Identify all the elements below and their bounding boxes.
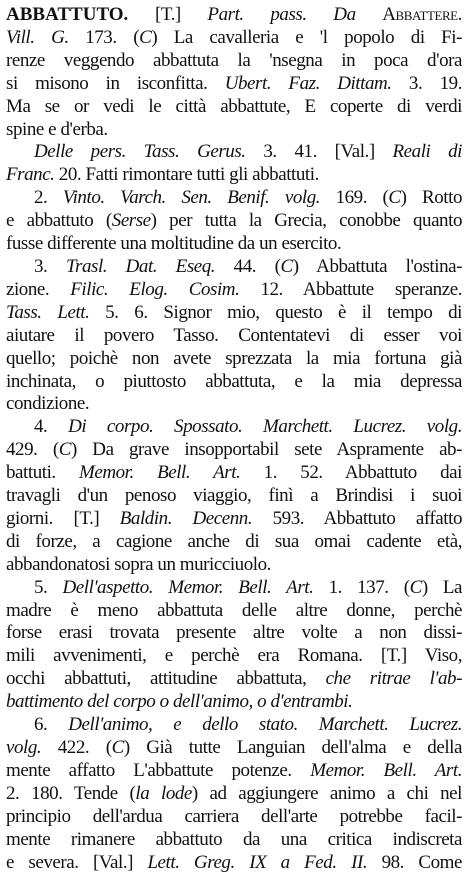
text-line (6, 27, 462, 50)
text-run: di forze, a cagione anche di sua omai cadente età, (6, 530, 462, 552)
text-run: madre è meno abbattuta delle altre donne, perchè (6, 599, 462, 621)
text-run: 1. 137. ( (313, 576, 410, 598)
text-run: abbandonatosi sopra un muricciuolo. (6, 553, 271, 575)
text-run: C (58, 439, 71, 461)
text-line (6, 73, 462, 96)
text-run: ) La (421, 576, 463, 598)
text-line (6, 233, 462, 256)
text-line (6, 371, 462, 394)
text-line (6, 783, 462, 806)
text-line (6, 302, 462, 325)
text-line (6, 279, 462, 302)
text-run: 6. (34, 714, 69, 736)
text-run: Memor. Bell. Art. (310, 759, 463, 781)
text-run: che ritrae l'ab- (325, 668, 462, 690)
dictionary-entry (6, 187, 462, 256)
dictionary-entry (6, 416, 462, 576)
text-run: Di corpo. Spossato. Marchett. Lucrez. volg. (68, 416, 462, 438)
text-line (6, 96, 462, 119)
text-run: e abbattuto ( (6, 210, 112, 232)
text-run: ) per tutta la Grecia, conobbe quanto (150, 210, 462, 232)
text-line (6, 852, 462, 874)
text-run: travagli d'un penoso viaggio, finì a Brindisi i suoi (6, 485, 462, 507)
text-run: 12. Abbattute speranze. (239, 278, 462, 300)
text-line (6, 50, 462, 73)
text-line (6, 485, 462, 508)
text-run: 3. 41. [Val.] (245, 141, 393, 163)
text-run: Reali di (392, 141, 463, 163)
dictionary-entry (6, 4, 462, 141)
text-line (6, 462, 462, 485)
text-run: 4. (34, 416, 69, 438)
text-run: 593. Abbattuto affatto (252, 507, 462, 529)
text-line (6, 554, 462, 577)
text-run: 429. ( (6, 439, 59, 461)
text-run: 173. ( (68, 26, 140, 48)
text-run: ) Già tutte Languian dell'alma e della (123, 737, 462, 758)
text-run: principio dell'ardua carriera dell'arte potrebbe facil- (6, 805, 462, 827)
text-line (6, 829, 462, 852)
text-run: 3. 19. (391, 72, 462, 94)
text-line (6, 393, 462, 416)
text-run: si misono in isconfitta. (6, 72, 225, 94)
text-run: Lett. Greg. IX a Fed. II. (147, 851, 368, 873)
text-run: Baldin. Decenn. (119, 507, 253, 529)
text-run: quello; poichè non avete sprezzata la mia fortuna già (6, 347, 462, 369)
text-run: Tass. Lett. (6, 301, 90, 323)
text-line (6, 806, 462, 829)
text-run: Filic. Elog. Cosim. (70, 278, 240, 300)
text-run: Abbattere. (382, 4, 462, 25)
text-run: Memor. Bell. Art. (78, 462, 241, 484)
text-run: ) La cavalleria e 'l popolo di Fi- (151, 26, 463, 48)
text-run: mili avvenimenti, e perchè era Romana. [T.] Viso, (6, 645, 462, 667)
text-run: aiutare il povero Tasso. Contentatevi di esser voi (6, 324, 462, 346)
text-run: C (409, 576, 422, 598)
text-run: Serse (111, 210, 151, 232)
text-run: fusse differente una moltitudine da un esercito. (6, 233, 342, 255)
text-line (6, 348, 462, 371)
text-run (307, 4, 334, 25)
text-line (6, 416, 462, 439)
text-run: C (139, 26, 152, 48)
text-line (6, 164, 462, 187)
text-run: inchinata, o piuttosto abbattuta, e la mia depressa (6, 370, 462, 392)
text-run: 1. 52. Abbattuto dai (240, 462, 462, 484)
text-run: volg. (6, 737, 42, 758)
text-line (6, 508, 462, 531)
text-run: 422. ( (41, 737, 112, 758)
text-run: 2. (34, 187, 63, 209)
text-run: Ma se or vedi le città abbattute, E coperte di verdi (6, 95, 462, 117)
text-run: Dell'aspetto. Memor. Bell. Art. (62, 576, 314, 598)
text-line (6, 325, 462, 348)
text-run: zione. (6, 278, 71, 300)
text-run: ) Rotto (400, 187, 462, 209)
text-run: battuti. (6, 462, 79, 484)
text-run: 98. Come (367, 851, 462, 873)
text-run: [T.] (128, 4, 208, 25)
text-run: C (280, 255, 293, 277)
text-line (6, 622, 462, 645)
text-run: forse erasi trovata presente altre volte a non dissi- (6, 622, 462, 644)
text-line (6, 210, 462, 233)
text-run: Vill. G. (6, 26, 69, 48)
dictionary-entry (6, 256, 462, 416)
text-line (6, 737, 462, 760)
text-run: 3. (34, 255, 66, 277)
text-run: ) Abbattuta l'ostina- (292, 255, 462, 277)
text-run: mente rimanere abbattuto da una critica indiscreta (6, 828, 462, 850)
headword: ABBATTUTO. (6, 4, 129, 25)
text-run: Franc. (6, 164, 55, 186)
text-run: Vinto. Varch. Sen. Benif. volg. (62, 187, 321, 209)
text-run: renze veggendo abbattuta la 'nsegna in poca d'ora (6, 49, 462, 71)
text-run: ) Da grave insopportabil sete Aspramente ab- (71, 439, 462, 461)
text-run: 169. ( (320, 187, 389, 209)
text-run: e severa. [Val.] (6, 851, 148, 873)
dictionary-entry (6, 141, 462, 187)
text-line (6, 691, 462, 714)
text-run: condizione. (6, 393, 90, 415)
text-line (6, 600, 462, 623)
text-run: mente affatto L'abbattute potenze. (6, 759, 311, 781)
text-line (6, 141, 462, 164)
dictionary-entry (6, 577, 462, 714)
text-line (6, 119, 462, 142)
text-line (6, 187, 462, 210)
text-run: 5. 6. Signor mio, questo è il tempo di (89, 301, 463, 323)
text-run: C (111, 737, 124, 758)
text-run: occhi abbattuti, attitudine abbattuta, (6, 668, 326, 690)
text-run: battimento del corpo o dell'animo, o d'entrambi. (6, 691, 353, 713)
text-run: Da (333, 4, 356, 25)
text-line (6, 714, 462, 737)
text-run (356, 4, 383, 25)
text-run: Trasl. Dat. Eseq. (65, 255, 216, 277)
text-run: Ubert. Faz. Dittam. (224, 72, 392, 94)
text-run: 20. Fatti rimontare tutti gli abbattuti. (54, 164, 319, 186)
text-line (6, 439, 462, 462)
text-run: Delle pers. Tass. Gerus. (34, 141, 246, 163)
text-line (6, 4, 462, 27)
dictionary-entry (6, 714, 462, 874)
text-line (6, 577, 462, 600)
text-run: ) ad aggiungere animo a chi nel (191, 782, 462, 804)
text-run: 2. 180. Tende ( (6, 782, 136, 804)
text-line (6, 531, 462, 554)
text-line (6, 645, 462, 668)
text-run: 5. (34, 576, 63, 598)
text-run: Dell'animo, e dello stato. Marchett. Lucrez. (68, 714, 462, 736)
text-run: spine e d'erba. (6, 118, 108, 140)
text-line (6, 256, 462, 279)
text-run: la lode (135, 782, 192, 804)
text-run: C (388, 187, 401, 209)
text-line (6, 668, 462, 691)
text-line (6, 760, 462, 783)
text-run: Part. pass. (207, 4, 307, 25)
text-run: giorni. [T.] (6, 507, 120, 529)
text-run: 44. ( (215, 255, 281, 277)
